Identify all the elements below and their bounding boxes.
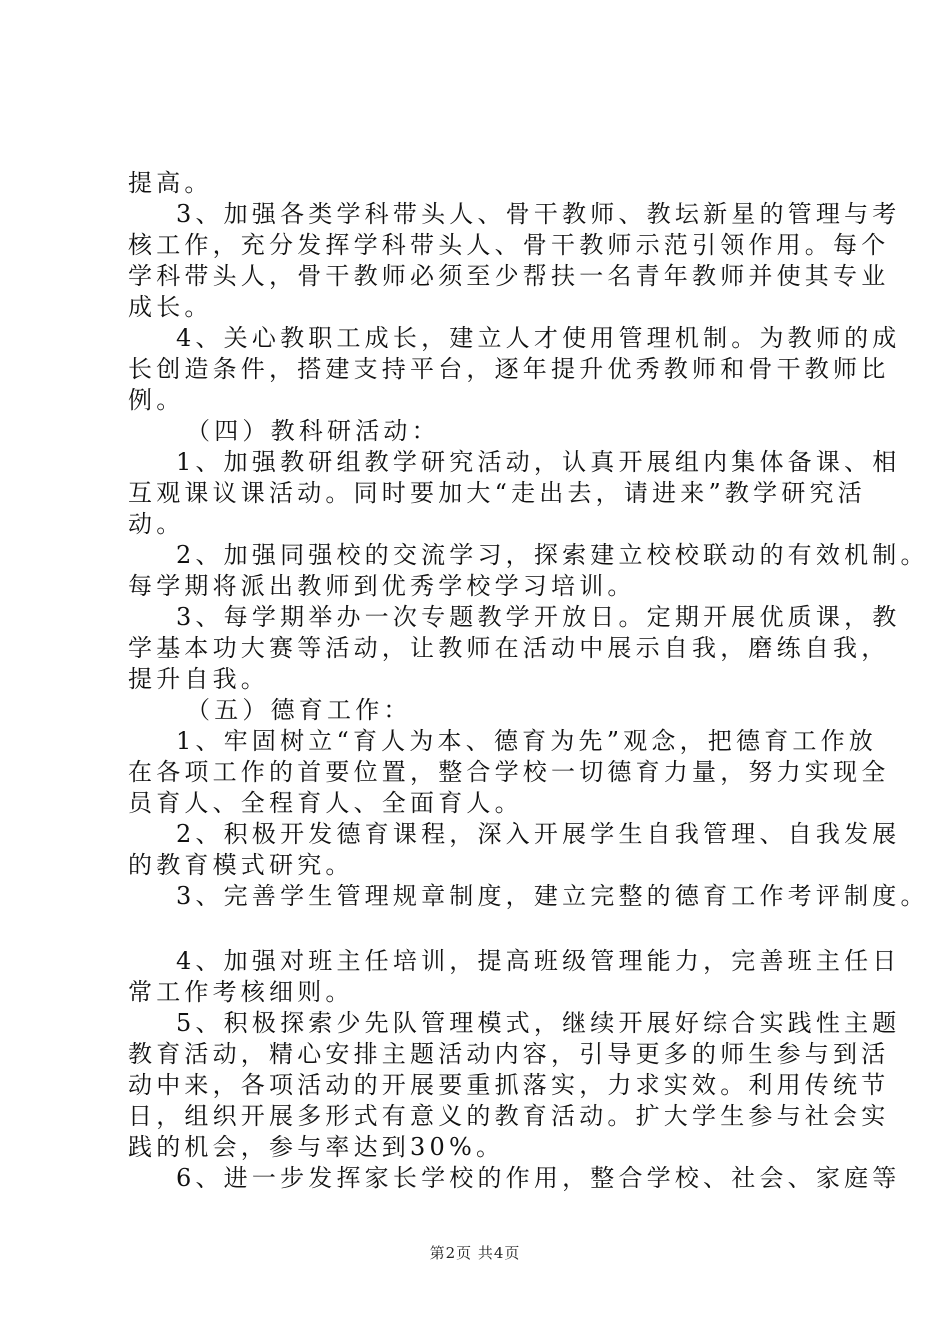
paragraph-line: 核工作，充分发挥学科带头人、骨干教师示范引领作用。每个 xyxy=(128,231,890,259)
paragraph-line: 3、完善学生管理规章制度，建立完整的德育工作考评制度。 xyxy=(176,882,929,910)
paragraph-line: 1、牢固树立“育人为本、德育为先”观念，把德育工作放 xyxy=(176,727,878,755)
paragraph-line: 5、积极探索少先队管理模式，继续开展好综合实践性主题 xyxy=(176,1009,901,1037)
section-heading: （四）教科研活动： xyxy=(186,417,440,445)
paragraph-line: 日，组织开展多形式有意义的教育活动。扩大学生参与社会实 xyxy=(128,1102,890,1130)
paragraph-line: 6、进一步发挥家长学校的作用，整合学校、社会、家庭等 xyxy=(176,1164,901,1192)
paragraph-line: 践的机会，参与率达到30%。 xyxy=(128,1133,505,1161)
page-number-footer: 第2页 共4页 xyxy=(429,1244,521,1262)
paragraph-line: 2、积极开发德育课程，深入开展学生自我管理、自我发展 xyxy=(176,820,901,848)
paragraph-line: 1、加强教研组教学研究活动，认真开展组内集体备课、相 xyxy=(176,448,901,476)
section-heading: （五）德育工作： xyxy=(186,696,412,724)
paragraph-line: 长创造条件，搭建支持平台，逐年提升优秀教师和骨干教师比 xyxy=(128,355,890,383)
paragraph-line: 3、每学期举办一次专题教学开放日。定期开展优质课，教 xyxy=(176,603,901,631)
paragraph-line: 4、加强对班主任培训，提高班级管理能力，完善班主任日 xyxy=(176,947,901,975)
paragraph-line: 成长。 xyxy=(128,293,213,321)
paragraph-line: 学科带头人，骨干教师必须至少帮扶一名青年教师并使其专业 xyxy=(128,262,890,290)
blank-line xyxy=(128,912,848,946)
paragraph-line: 员育人、全程育人、全面育人。 xyxy=(128,789,523,817)
paragraph-line: 互观课议课活动。同时要加大“走出去，请进来”教学研究活 xyxy=(128,479,866,507)
paragraph-line: 3、加强各类学科带头人、骨干教师、教坛新星的管理与考 xyxy=(176,200,901,228)
document-body xyxy=(128,168,929,1194)
paragraph-line: 动中来，各项活动的开展要重抓落实，力求实效。利用传统节 xyxy=(128,1071,890,1099)
paragraph-line: 常工作考核细则。 xyxy=(128,978,354,1006)
paragraph-line: 学基本功大赛等活动，让教师在活动中展示自我，磨练自我， xyxy=(128,634,890,662)
paragraph-line: 例。 xyxy=(128,386,185,414)
paragraph-line: 每学期将派出教师到优秀学校学习培训。 xyxy=(128,572,636,600)
paragraph-line: 在各项工作的首要位置，整合学校一切德育力量，努力实现全 xyxy=(128,758,890,786)
paragraph-line: 4、关心教职工成长，建立人才使用管理机制。为教师的成 xyxy=(176,324,901,352)
paragraph-line: 的教育模式研究。 xyxy=(128,851,354,879)
paragraph-line: 2、加强同强校的交流学习，探索建立校校联动的有效机制。 xyxy=(176,541,929,569)
paragraph-line: 教育活动，精心安排主题活动内容，引导更多的师生参与到活 xyxy=(128,1040,890,1068)
paragraph-line: 动。 xyxy=(128,510,185,538)
paragraph-line: 提高。 xyxy=(128,169,213,197)
paragraph-line: 提升自我。 xyxy=(128,665,269,693)
